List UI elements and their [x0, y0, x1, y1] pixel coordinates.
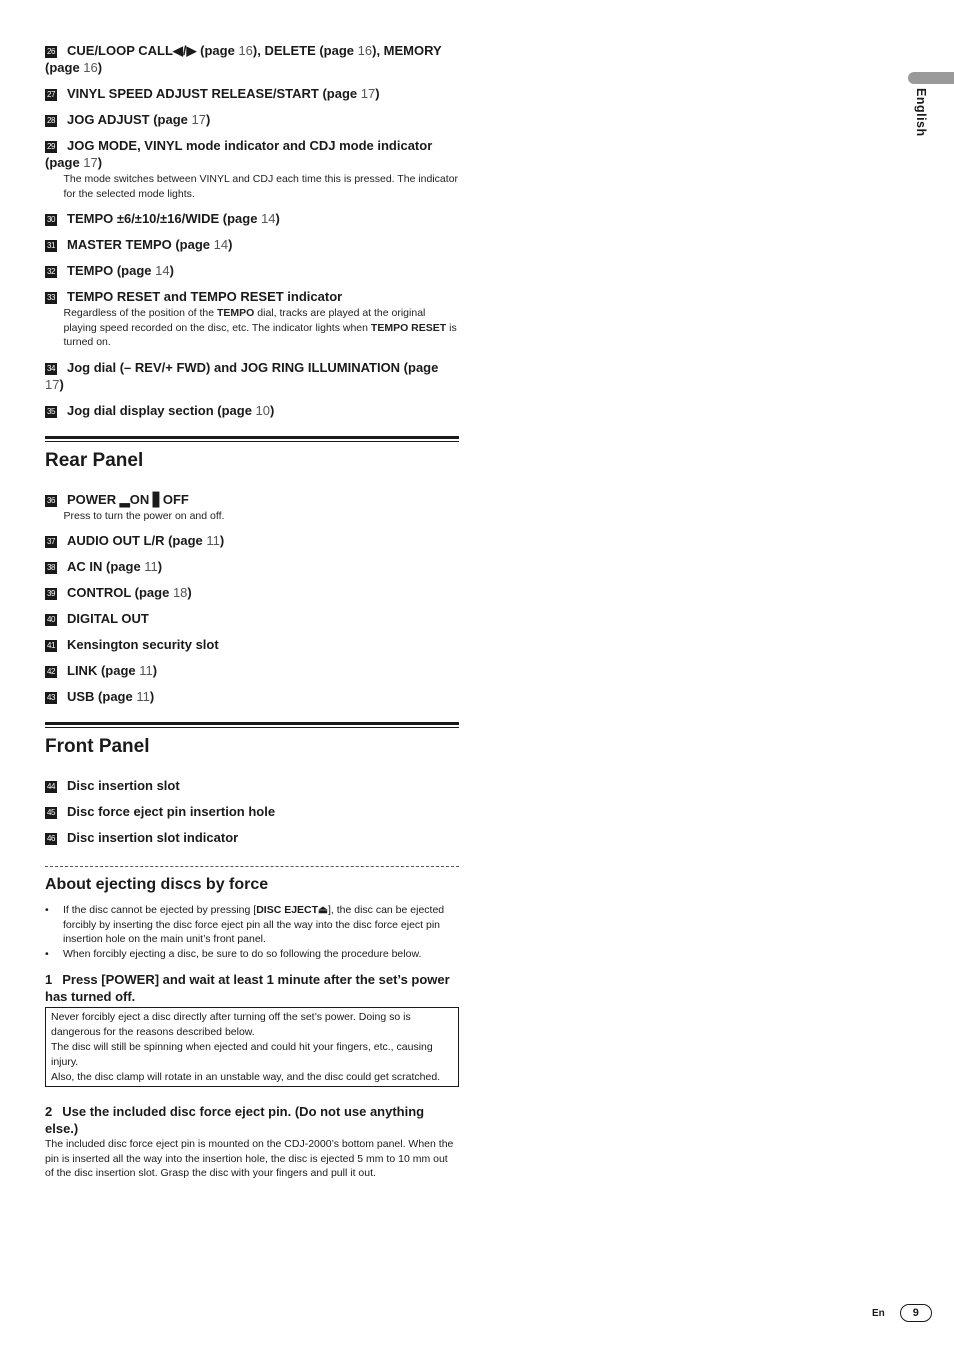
item-label: ): [375, 86, 380, 101]
page-ref: 11: [136, 689, 150, 704]
page-footer: [872, 1304, 932, 1322]
description-text: Press to turn the power on and off.: [63, 509, 225, 522]
item-title: [45, 777, 459, 794]
item-label: USB (page: [67, 689, 137, 704]
item-number-badge: 45: [45, 807, 57, 819]
page-number: 9: [900, 1304, 932, 1322]
item-label: ): [149, 689, 155, 704]
item-number-badge: 36: [45, 495, 57, 507]
list-item: [45, 558, 459, 575]
item-label: Kensington security slot: [67, 637, 219, 652]
item-label: TEMPO RESET and TEMPO RESET indicator: [67, 289, 343, 304]
caution-text: The disc will still be spinning when ejected and could hit your fingers, etc., causing injury.: [51, 1041, 433, 1068]
item-label: VINYL SPEED ADJUST RELEASE/START (page: [67, 86, 361, 101]
item-title: [45, 262, 459, 279]
caution-text: Never forcibly eject a disc directly after turning off the set’s power. Doing so is dangerous for the reasons described below.: [51, 1011, 411, 1038]
list-item: [45, 803, 459, 820]
item-title: [45, 236, 459, 253]
page-ref: 16: [83, 60, 98, 75]
item-number-badge: 28: [45, 115, 57, 127]
item-number-badge: 40: [45, 614, 57, 626]
item-title: [45, 359, 459, 393]
step-text: Press [POWER] and wait at least 1 minute after the set’s power has turned off.: [45, 972, 450, 1004]
page-ref: 17: [360, 86, 376, 101]
item-label: Disc force eject pin insertion hole: [67, 804, 276, 819]
list-item: [45, 636, 459, 653]
item-description: [64, 509, 460, 524]
item-number-badge: 39: [45, 588, 57, 600]
list-item: [45, 584, 459, 601]
item-title: [45, 491, 459, 508]
item-label: Disc insertion slot indicator: [67, 830, 239, 845]
item-label: TEMPO (page: [67, 263, 156, 278]
item-number-badge: 38: [45, 562, 57, 574]
caution-text: Also, the disc clamp will rotate in an unstable way, and the disc could get scratched.: [51, 1071, 441, 1083]
front-panel-list: [45, 777, 459, 846]
item-label: DIGITAL OUT: [67, 611, 149, 626]
eject-by-force-heading: About ejecting discs by force: [45, 876, 269, 893]
step-number: 2: [45, 1104, 53, 1119]
front-panel-heading: Front Panel: [45, 736, 150, 757]
item-label: ): [97, 60, 103, 75]
item-label: ): [228, 237, 233, 252]
item-number-badge: 46: [45, 833, 57, 845]
list-item: [45, 262, 459, 279]
bullet-text: If the disc cannot be ejected by pressing [: [63, 904, 257, 916]
caution-box: [45, 1007, 459, 1087]
item-number-badge: 43: [45, 692, 57, 704]
item-title: [45, 137, 459, 171]
page-ref: 16: [357, 43, 373, 58]
section-divider: [45, 722, 459, 728]
item-label: MASTER TEMPO (page: [67, 237, 214, 252]
item-title: [45, 803, 459, 820]
bullet-item: [45, 947, 459, 962]
item-number-badge: 31: [45, 240, 57, 252]
item-label: TEMPO ±6/±10/±16/WIDE (page: [67, 211, 262, 226]
item-label: AC IN (page: [67, 559, 145, 574]
list-item: [45, 42, 459, 76]
list-item: [45, 532, 459, 549]
item-title: [45, 210, 459, 227]
item-label: ): [270, 402, 275, 418]
description-text: is turned on.: [63, 321, 457, 348]
page-ref: 14: [155, 263, 170, 278]
item-label: ): [275, 211, 280, 226]
button-name: DISC EJECT⏏: [256, 904, 328, 916]
item-number-badge: 34: [45, 363, 57, 375]
page-ref: 17: [191, 112, 206, 127]
item-number-badge: 35: [45, 406, 57, 418]
item-title: [45, 558, 459, 575]
list-item: [45, 662, 459, 679]
item-label: Jog dial display section (page: [67, 402, 256, 418]
item-title: [45, 829, 459, 846]
item-label: ): [205, 112, 211, 127]
item-label: ), DELETE (page: [252, 43, 358, 58]
item-label: CONTROL (page: [67, 585, 173, 600]
item-number-badge: 33: [45, 292, 57, 304]
item-title: [45, 688, 459, 705]
eject-bullets: [45, 903, 459, 961]
item-number-badge: 30: [45, 214, 57, 226]
item-title: [45, 402, 459, 419]
list-item: [45, 491, 459, 524]
item-title: [45, 584, 459, 601]
item-label: ): [59, 376, 64, 392]
list-item: [45, 236, 459, 253]
list-item: [45, 688, 459, 705]
item-label: Jog dial (– REV/+ FWD) and JOG RING ILLUMINATION (page: [67, 359, 439, 375]
item-number-badge: 27: [45, 89, 57, 101]
step-number: 1: [45, 972, 53, 987]
list-item: [45, 288, 459, 350]
item-label: CUE/LOOP CALL◀/▶ (page: [67, 43, 239, 58]
item-label: ): [187, 585, 192, 600]
page-ref: 11: [144, 559, 158, 574]
item-label: ): [219, 533, 225, 548]
item-number-badge: 32: [45, 266, 57, 278]
list-item: [45, 829, 459, 846]
list-item: [45, 359, 459, 393]
page-ref: 16: [238, 43, 253, 58]
description-text: dial, tracks are played at the original playing speed recorded on the disc, etc. The indicator lights when: [63, 307, 426, 334]
item-number-badge: 41: [45, 640, 57, 652]
step-1: [45, 971, 459, 1005]
bullet-item: [45, 903, 459, 947]
item-title: [45, 111, 459, 128]
item-description: [64, 172, 460, 201]
step-2: [45, 1103, 459, 1137]
step-text: Use the included disc force eject pin. (Do not use anything else.): [45, 1104, 425, 1136]
item-label: ): [97, 155, 103, 170]
list-item: [45, 777, 459, 794]
item-label: ): [169, 263, 174, 278]
item-title: [45, 288, 459, 305]
main-column: [45, 42, 459, 1181]
page-ref: 14: [213, 237, 229, 252]
item-number-badge: 42: [45, 666, 57, 678]
item-description: [64, 306, 460, 350]
item-number-badge: 37: [45, 536, 57, 548]
list-item: [45, 402, 459, 419]
list-item: [45, 111, 459, 128]
section-divider: [45, 436, 459, 442]
description-text: The mode switches between VINYL and CDJ each time this is pressed. The indicator for the selected mode lights.: [63, 173, 459, 200]
bold-term: TEMPO: [217, 307, 255, 319]
page-ref: 17: [83, 155, 98, 170]
page-ref: 18: [172, 585, 188, 600]
page-ref: 11: [206, 533, 220, 548]
item-label: POWER ▂ON ▋OFF: [67, 491, 189, 507]
language-label: English: [914, 88, 928, 137]
item-label: JOG MODE, VINYL mode indicator and CDJ mode indicator (page: [45, 138, 433, 170]
item-title: [45, 610, 459, 627]
item-label: LINK (page: [67, 663, 140, 678]
rear-panel-list: [45, 491, 459, 706]
item-number-badge: 29: [45, 141, 57, 153]
list-item: [45, 610, 459, 627]
front-controls-list: [45, 42, 459, 419]
page-ref: 14: [261, 211, 276, 226]
item-title: [45, 662, 459, 679]
item-label: ): [152, 663, 158, 678]
language-tab: [908, 72, 954, 84]
item-label: AUDIO OUT L/R (page: [67, 533, 207, 548]
rear-panel-heading: Rear Panel: [45, 449, 144, 471]
item-number-badge: 44: [45, 781, 57, 793]
bold-term: TEMPO RESET: [370, 321, 447, 334]
item-label: ), MEMORY (page: [45, 43, 442, 75]
page-ref: 11: [139, 663, 153, 678]
step-2-body: The included disc force eject pin is mounted on the CDJ-2000’s bottom panel. When the pin is inserted all the way into the insertion hole, the disc is ejected 5 mm to 10 mm out of the disc insertion slot. Grasp the disc with your fingers and pull it out.: [45, 1138, 454, 1179]
item-title: [45, 636, 459, 653]
item-label: JOG ADJUST (page: [67, 112, 192, 127]
item-number-badge: 26: [45, 46, 57, 58]
bullet-text: When forcibly ejecting a disc, be sure to do so following the procedure below.: [63, 947, 422, 960]
bullet-text: ], the disc can be ejected forcibly by inserting the disc force eject pin all the way into the disc force eject pin insertion hole on the main unit’s front panel.: [63, 904, 445, 945]
item-title: [45, 532, 459, 549]
item-label: ): [157, 559, 163, 574]
item-title: [45, 42, 459, 76]
list-item: [45, 85, 459, 102]
page-ref: 10: [255, 402, 271, 418]
item-label: Disc insertion slot: [67, 778, 180, 793]
list-item: [45, 137, 459, 201]
footer-language: En: [872, 1307, 885, 1319]
page-ref: 17: [45, 376, 60, 392]
dashed-divider: [45, 866, 459, 867]
list-item: [45, 210, 459, 227]
description-text: Regardless of the position of the: [63, 307, 218, 319]
item-title: [45, 85, 459, 102]
